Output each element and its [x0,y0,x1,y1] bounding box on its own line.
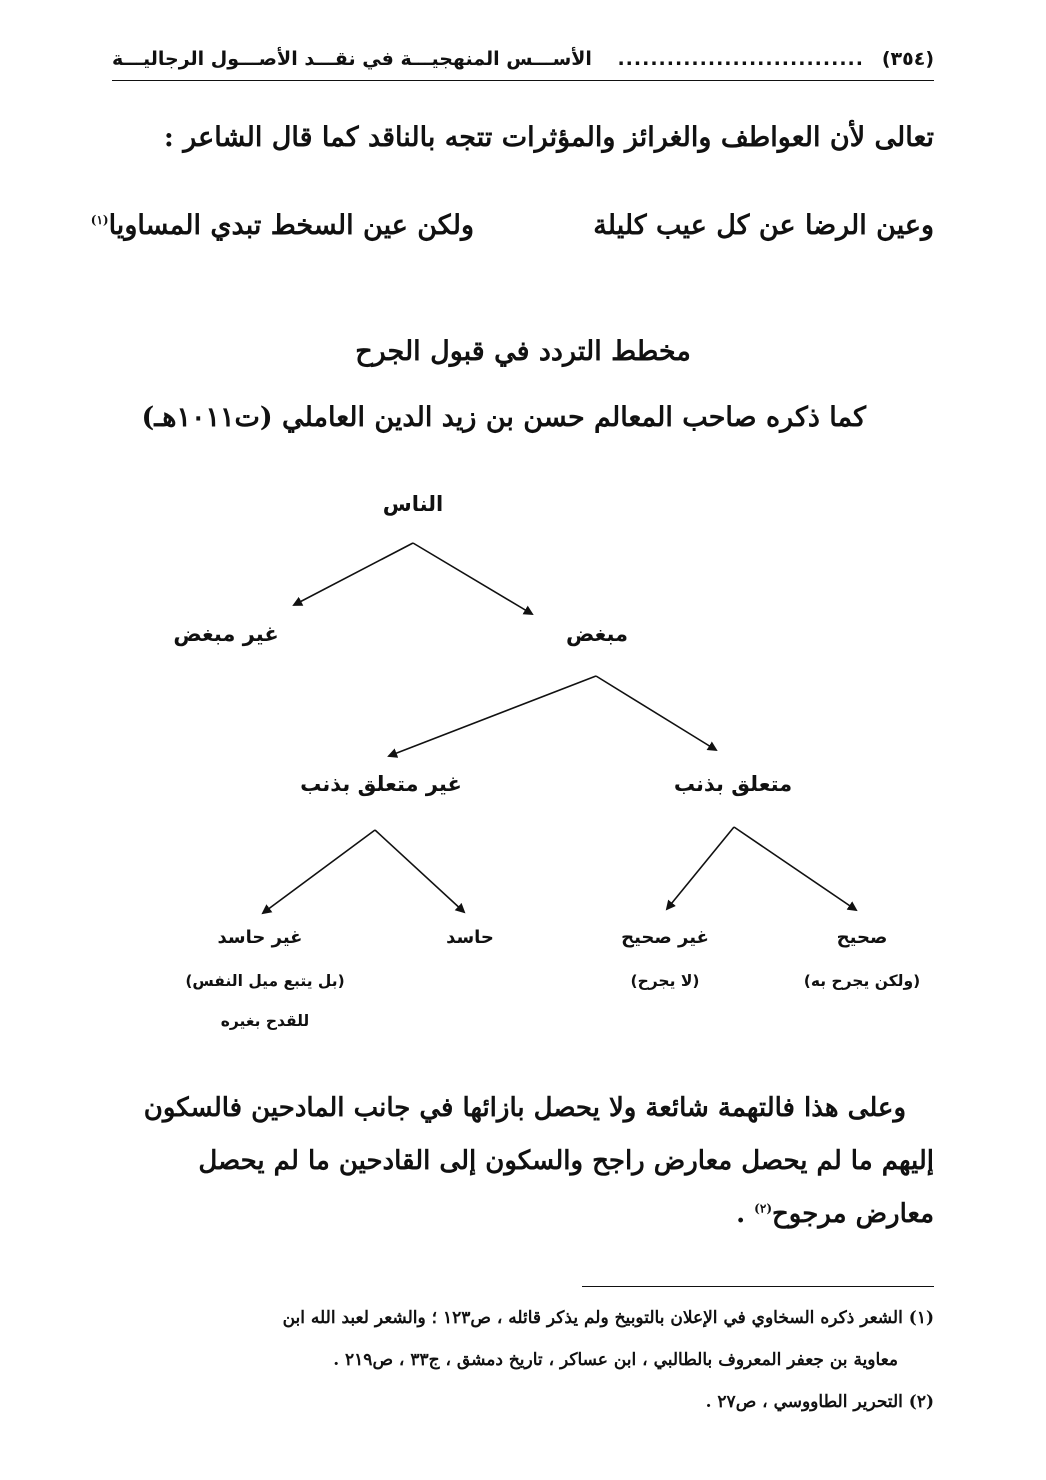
node-non-envious [200,927,320,948]
footnote-1-line-2: معاوية بن جعفر المعروف بالطالبي ، ابن عساكر ، تاريخ دمشق ، ج٣٣ ، ص٢١٩ . [333,1350,898,1370]
node-incorrect-note-text: (لا يجرح) [630,972,700,990]
arrow-hater-to-non-sin [389,676,596,756]
footnote-2: (٢) التحرير الطاووسي ، ص٢٧ . [705,1392,934,1412]
header-dots: .............................. [617,48,864,70]
node-correct-note [782,972,942,990]
conclusion-line-1: وعلى هذا فالتهمة شائعة ولا يحصل بازائها في جانب المادحين فالسكون [143,1093,906,1123]
conclusion-line-3-text: معارض مرجوح [772,1199,934,1229]
arrow-nonsin-to-envious [375,830,464,912]
conclusion-end: . [736,1199,755,1229]
node-correct-label: صحيح [836,927,888,948]
arrow-sin-to-correct [734,827,856,910]
node-not-sin-related-label: غير متعلق بذنب [300,772,462,796]
node-hater-label: مبغض [565,622,629,646]
node-non-envious-note-1 [170,972,360,990]
node-not-sin-related [291,772,471,796]
node-non-hater [146,622,306,646]
node-incorrect [605,927,725,948]
node-sin-related [663,772,803,796]
node-root [333,492,493,516]
arrow-hater-to-sin [596,676,716,750]
node-incorrect-label: غير صحيح [621,927,709,948]
arrow-root-to-hater [413,543,532,614]
conclusion-line-3 [736,1199,934,1229]
conclusion-line-2: إليهم ما لم يحصل معارض راجح والسكون إلى القادحين ما لم يحصل [198,1146,934,1176]
node-envious [420,927,520,948]
footnote-1-line-1: (١) الشعر ذكره السخاوي في الإعلان بالتوبيخ ولم يذكر قائله ، ص١٢٣ ؛ والشعر لعبد الله ابن [282,1308,934,1328]
verse-first-hemistich: وعين الرضا عن كل عيب كليلة [593,210,934,241]
node-non-envious-note-2 [190,1012,340,1030]
node-hater [527,622,667,646]
node-root-label: الناس [382,492,444,516]
node-sin-related-label: متعلق بذنب [673,772,793,796]
node-incorrect-note [605,972,725,990]
footnote-ref-2: (٢) [754,1201,772,1216]
node-non-envious-note-1-text: (بل يتبع ميل النفس) [185,972,345,990]
intro-line: تعالى لأن العواطف والغرائز والمؤثرات تتجه بالناقد كما قال الشاعر : [163,122,934,153]
page-number: (٣٥٤) [881,48,934,70]
diagram-title-text: مخطط التردد في قبول الجرح [355,336,691,367]
diagram-subtitle: كما ذكره صاحب المعالم حسن بن زيد الدين العاملي (ت١٠١١هـ) [141,402,866,433]
node-correct-note-text: (ولكن يجرح به) [803,972,921,990]
footnote-separator [582,1286,934,1287]
node-correct [802,927,922,948]
footnote-ref-1: (١) [90,213,109,227]
node-non-hater-label: غير مبغض [173,622,279,646]
arrow-root-to-non-hater [294,543,413,605]
book-title: الأســـس المنهجيـــة في نقـــد الأصـــول الرجاليـــة [112,48,592,70]
arrow-nonsin-to-non-envious [263,830,375,913]
arrow-sin-to-incorrect [667,827,734,909]
node-non-envious-label: غير حاسد [217,927,303,948]
node-envious-label: حاسد [446,927,494,948]
node-non-envious-note-2-text: للقدح بغيره [220,1012,310,1030]
verse-second-text: ولكن عين السخط تبدي المساويا [108,210,474,241]
